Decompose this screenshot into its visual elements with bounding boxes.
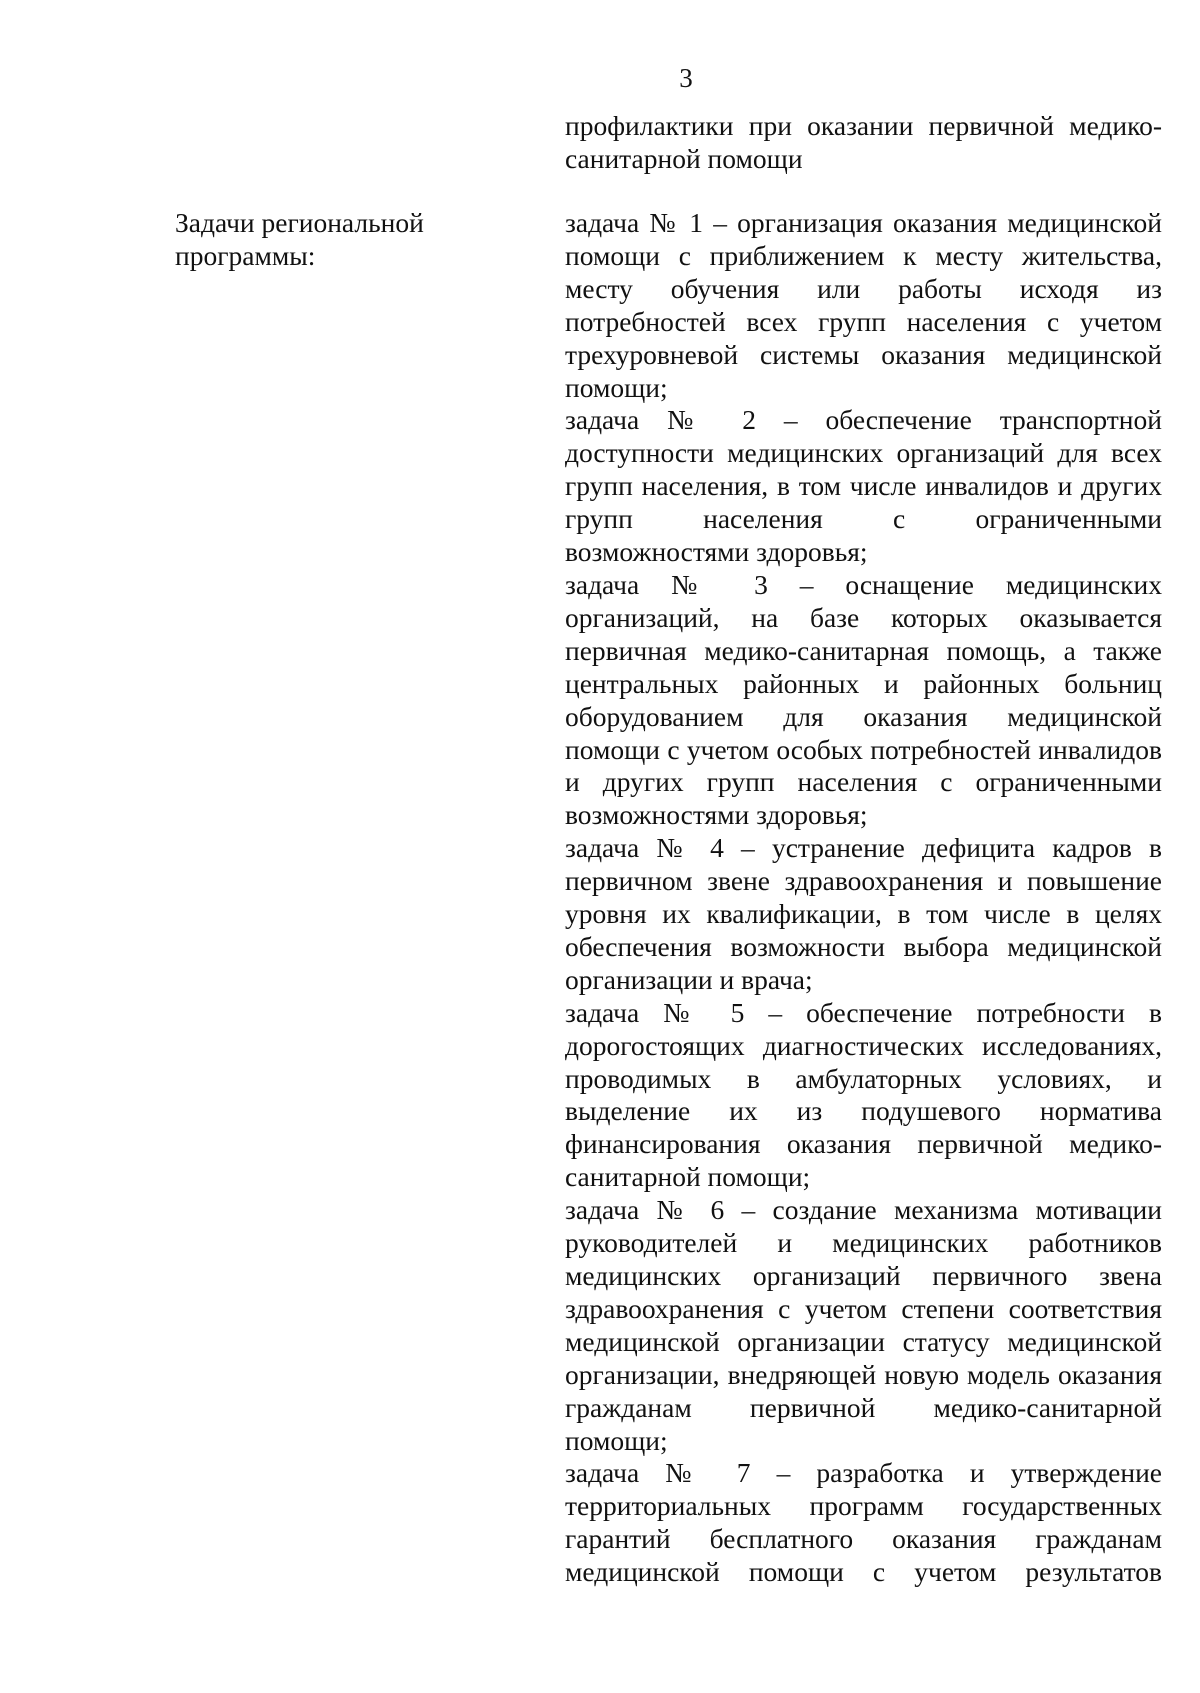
task-item: задача № 2 – обеспечение транспортной доступности медицинских организаций для всех групп населения, в том числе инвалидов и других групп населения с ограниченными возможностями здоровья; [565, 404, 1162, 568]
task-item: задача № 7 – разработка и утверждение территориальных программ государственных гарантий бесплатного оказания гражданам медицинской помощи с учетом результатов [565, 1457, 1162, 1588]
continuation-text [565, 110, 1162, 176]
section-label-cell [175, 207, 475, 273]
task-item: задача № 3 – оснащение медицинских организаций, на базе которых оказывается первичная медико-санитарная помощь, а также центральных районных и районных больниц оборудованием для оказания медицинской помощи с учетом особых потребностей инвалидов и других групп населения с ограниченными возможностями здоровья; [565, 568, 1162, 831]
tasks-list [565, 207, 1162, 1589]
task-item: задача № 1 – организация оказания медицинской помощи с приближением к месту жительства, месту обучения или работы исходя из потребностей всех групп населения с учетом трехуровневой системы оказания медицинской помощи; [565, 207, 1162, 403]
task-item: задача № 6 – создание механизма мотивации руководителей и медицинских работников медицинских организаций первичного звена здравоохранения с учетом степени соответствия медицинской организации статусу медицинской организации, внедряющей новую модель оказания гражданам первичной медико-санитарной помощи; [565, 1194, 1162, 1456]
task-item: задача № 5 – обеспечение потребности в дорогостоящих диагностических исследованиях, проводимых в амбулаторных условиях, и выделение их из подушевого норматива финансирования оказания первичной медико-санитарной помощи; [565, 996, 1162, 1193]
task-item: задача № 4 – устранение дефицита кадров в первичном звене здравоохранения и повышение уровня их квалификации, в том числе в целях обеспечения возможности выбора медицинской организации и врача; [565, 832, 1162, 995]
page-number: 3 [679, 63, 693, 93]
section-label: Задачи региональной программы: [175, 207, 424, 271]
continuation-paragraph: профилактики при оказании первичной медико-санитарной помощи [565, 110, 1162, 174]
